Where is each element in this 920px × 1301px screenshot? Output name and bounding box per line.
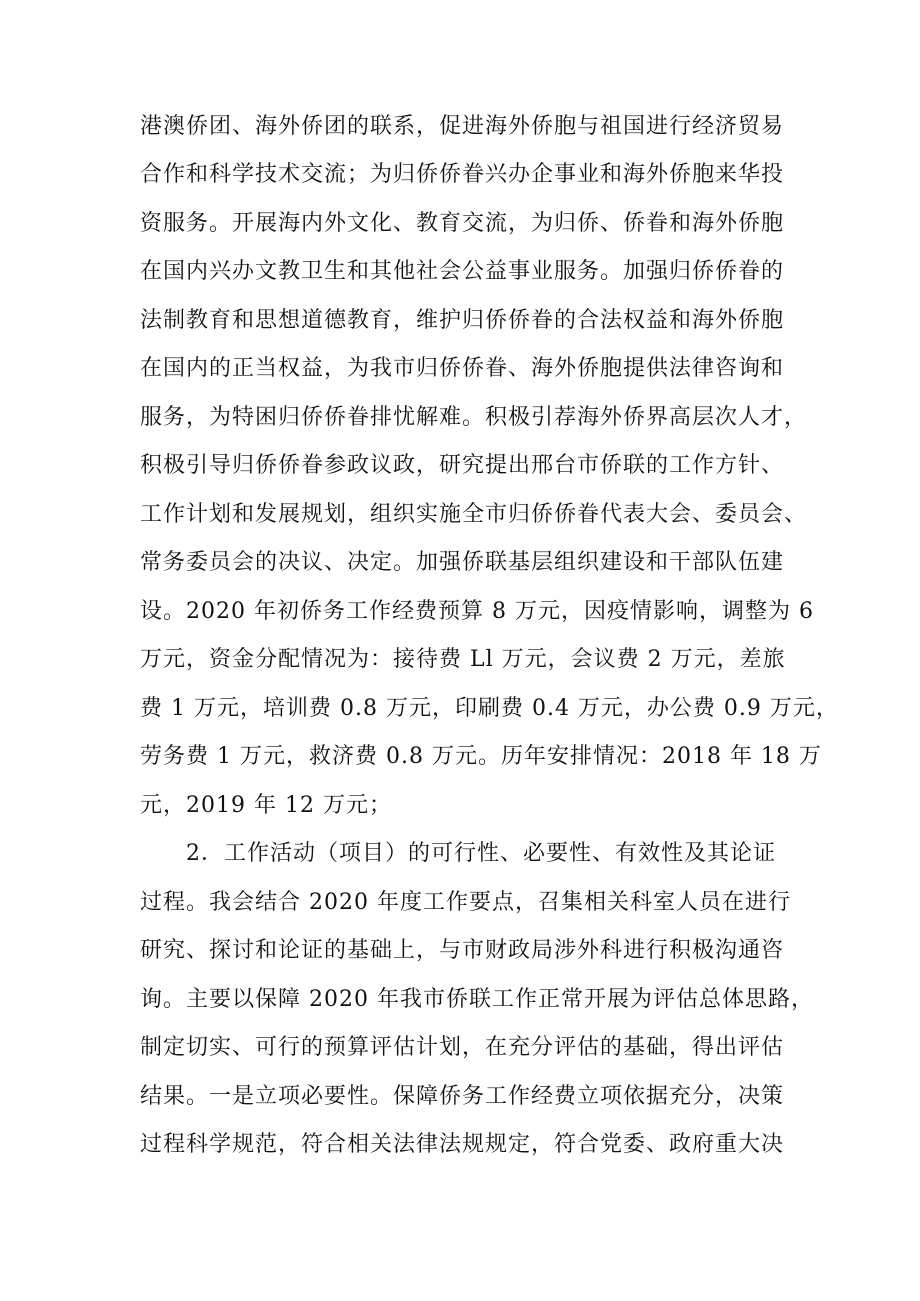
text-line: 港澳侨团、海外侨团的联系，促进海外侨胞与祖国进行经济贸易 <box>140 114 785 139</box>
text-line: 工作计划和发展规划，组织实施全市归侨侨眷代表大会、委员会、 <box>140 502 808 527</box>
text-line: 劳务费 1 万元，救济费 0.8 万元。历年安排情况：2018 年 18 万 <box>140 744 822 769</box>
text-line: 资服务。开展海内外文化、教育交流，为归侨、侨眷和海外侨胞 <box>140 211 785 236</box>
text-line: 设。2020 年初侨务工作经费预算 8 万元，因疫情影响，调整为 6 <box>140 599 814 624</box>
text-line: 制定切实、可行的预算评估计划，在充分评估的基础，得出评估 <box>140 1035 785 1060</box>
text-line: 常务委员会的决议、决定。加强侨联基层组织建设和干部队伍建 <box>140 550 785 575</box>
text-line: 合作和科学技术交流；为归侨侨眷兴办企事业和海外侨胞来华投 <box>140 162 785 187</box>
text-line: 积极引导归侨侨眷参政议政，研究提出邢台市侨联的工作方针、 <box>140 453 785 478</box>
text-line: 费 1 万元，培训费 0.8 万元，印刷费 0.4 万元，办公费 0.9 万元， <box>140 696 839 721</box>
text-line: 万元，资金分配情况为：接待费 Ll 万元，会议费 2 万元，差旅 <box>140 647 786 672</box>
text-line: 结果。一是立项必要性。保障侨务工作经费立项依据充分，决策 <box>140 1084 785 1109</box>
text-line: 元，2019 年 12 万元； <box>140 793 392 818</box>
text-line: 在国内兴办文教卫生和其他社会公益事业服务。加强归侨侨眷的 <box>140 259 785 284</box>
text-line: 询。主要以保障 2020 年我市侨联工作正常开展为评估总体思路， <box>140 987 814 1012</box>
text-line: 法制教育和思想道德教育，维护归侨侨眷的合法权益和海外侨胞 <box>140 308 785 333</box>
text-line: 服务，为特困归侨侨眷排忧解难。积极引荐海外侨界高层次人才， <box>140 405 808 430</box>
text-line: 在国内的正当权益，为我市归侨侨眷、海外侨胞提供法律咨询和 <box>140 356 785 381</box>
text-line: 研究、探讨和论证的基础上，与市财政局涉外科进行积极沟通咨 <box>140 938 785 963</box>
text-line: 2．工作活动（项目）的可行性、必要性、有效性及其论证 <box>186 841 776 866</box>
text-line: 过程。我会结合 2020 年度工作要点，召集相关科室人员在进行 <box>140 890 791 915</box>
text-line: 过程科学规范，符合相关法律法规规定，符合党委、政府重大决 <box>140 1132 785 1157</box>
